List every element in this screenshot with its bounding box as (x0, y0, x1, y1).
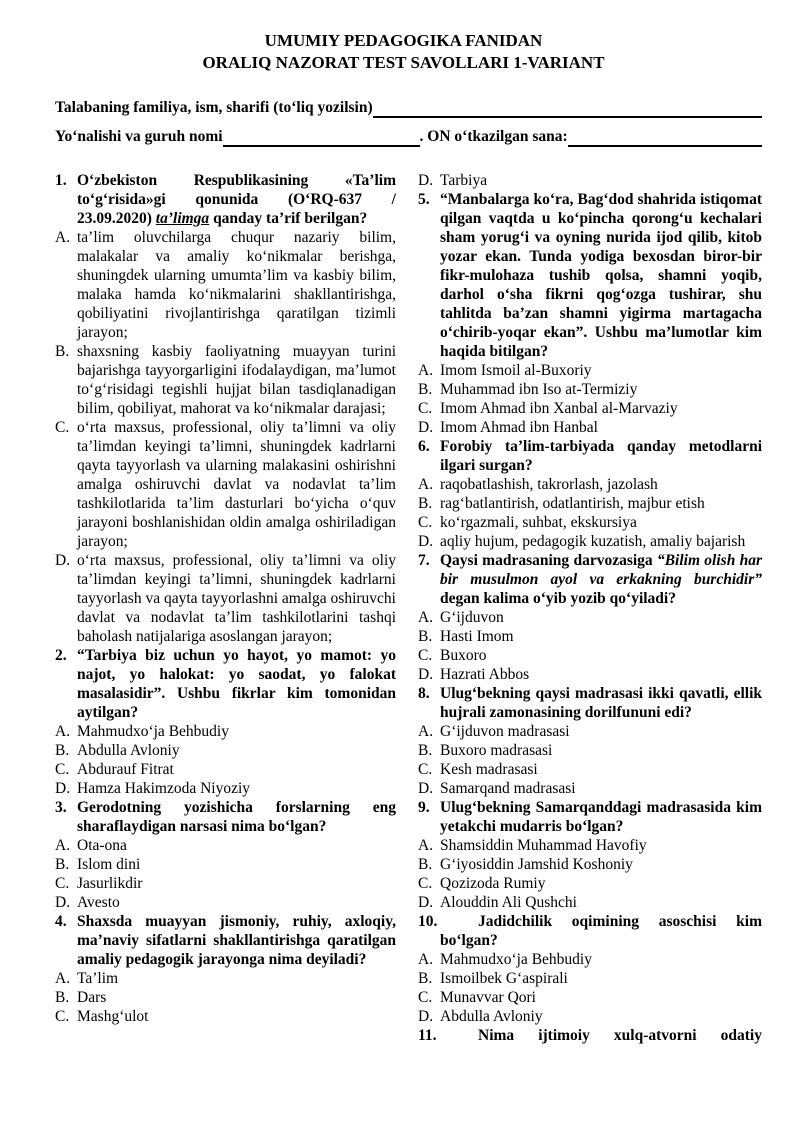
questions-area (55, 171, 762, 1045)
option-letter: C. (418, 761, 433, 778)
option-text: o‘rta maxsus, professional, oliy ta’limni va oliy ta’limdan keyingi ta’limni, shuningdek kadrlarni tayyorlash va qayta tayyorlashni amalga oshiruvchi davlat va nodavlat ta’lim tashkilotlarini tashqi baholash natijalariga asoslangan jarayon; (77, 552, 396, 645)
document-title (45, 30, 762, 73)
question-3-option-d (55, 893, 396, 912)
option-letter: D. (55, 894, 71, 911)
question-text: Nima ijtimoiy xulq-atvorni odatiy (478, 1027, 762, 1044)
question-4-option-a (55, 969, 396, 988)
question-3 (55, 798, 396, 836)
option-text: Shamsiddin Muhammad Havofiy (440, 837, 647, 854)
title-line-1: UMUMIY PEDAGOGIKA FANIDAN (264, 31, 543, 50)
option-text: Jasurlikdir (77, 875, 143, 892)
question-11 (418, 1026, 762, 1045)
question-10-option-b (418, 969, 762, 988)
option-letter: D. (418, 666, 434, 683)
question-5-option-c (418, 399, 762, 418)
question-10-option-c (418, 988, 762, 1007)
option-letter: B. (418, 381, 433, 398)
option-letter: C. (418, 400, 433, 417)
question-6-option-b (418, 494, 762, 513)
option-text: G‘iyosiddin Jamshid Koshoniy (440, 856, 633, 873)
group-label: Yo‘nalishi va guruh nomi (55, 128, 223, 145)
question-6-option-d (418, 532, 762, 551)
question-6-option-a (418, 475, 762, 494)
option-letter: C. (418, 989, 433, 1006)
question-text: Gerodotning yozishicha forslarning eng sharaflaydigan narsasi nima bo‘lgan? (77, 799, 396, 835)
option-text: o‘rta maxsus, professional, oliy ta’limni va oliy ta’limdan keyingi ta’limni, shuningdek kadrlarni qayta tayyorlash va ularning malakasini oshirishni amalga oshiruvchi davlat va nodavlat ta’lim tashkilotlarida ta’lim dasturlari bo‘yicha o‘quv jarayoni boshlanishidan oldin amalga oshiriladigan jarayon; (77, 419, 396, 550)
option-text: Alouddin Ali Qushchi (440, 894, 577, 911)
question-7-option-a (418, 608, 762, 627)
question-7-option-d (418, 665, 762, 684)
text-segment: O‘zbekiston Respublikasining «Ta’lim to‘g‘risida»gi qonunida (O‘RQ-637 / 23.09.2020) (77, 172, 396, 227)
option-text: ko‘rgazmali, suhbat, ekskursiya (440, 514, 637, 531)
option-letter: C. (418, 875, 433, 892)
option-text: Buxoro madrasasi (440, 742, 553, 759)
group-date-line (55, 126, 762, 147)
student-name-label: Talabaning familiya, ism, sharifi (to‘liq yozilsin) (55, 99, 373, 116)
question-9-option-b (418, 855, 762, 874)
question-8-option-d (418, 779, 762, 798)
question-1-option-b (55, 342, 396, 418)
question-1-option-c (55, 418, 396, 551)
option-text: Muhammad ibn Iso at-Termiziy (440, 381, 638, 398)
student-name-blank (373, 97, 762, 118)
question-9-option-d (418, 893, 762, 912)
option-letter: A. (55, 837, 71, 854)
option-text: Hasti Imom (440, 628, 514, 645)
question-number: 3. (55, 799, 67, 816)
date-blank (568, 126, 762, 147)
option-letter: B. (418, 742, 433, 759)
question-4-option-d (418, 171, 762, 190)
option-text: Abdulla Avloniy (440, 1008, 543, 1025)
option-letter: D. (418, 894, 434, 911)
text-segment: qanday ta’rif berilgan? (209, 210, 368, 227)
question-9 (418, 798, 762, 836)
question-2 (55, 646, 396, 722)
option-letter: A. (418, 609, 434, 626)
option-letter: D. (418, 419, 434, 436)
option-letter: A. (55, 229, 71, 246)
student-name-line (55, 97, 762, 118)
option-text: Mahmudxo‘ja Behbudiy (440, 951, 592, 968)
option-letter: A. (418, 951, 434, 968)
option-text: raqobatlashish, takrorlash, jazolash (440, 476, 658, 493)
option-letter: A. (418, 362, 434, 379)
question-5-option-d (418, 418, 762, 437)
question-text: Forobiy ta’lim-tarbiyada qanday metodlarni ilgari surgan? (440, 438, 762, 474)
option-letter: B. (55, 989, 70, 1006)
question-9-option-c (418, 874, 762, 893)
question-number: 11. (418, 1027, 437, 1044)
question-5 (418, 190, 762, 361)
option-text: Imom Ismoil al-Buxoriy (440, 362, 592, 379)
title-line-2: ORALIQ NAZORAT TEST SAVOLLARI 1-VARIANT (202, 52, 605, 72)
option-letter: A. (418, 837, 434, 854)
date-label: . ON o‘tkazilgan sana: (419, 128, 568, 145)
option-letter: C. (55, 761, 70, 778)
text-segment: Qaysi madrasaning darvozasiga (440, 552, 657, 569)
question-10-option-a (418, 950, 762, 969)
question-2-option-b (55, 741, 396, 760)
option-letter: B. (418, 495, 433, 512)
option-text: Imom Ahmad ibn Xanbal al-Marvaziy (440, 400, 678, 417)
question-1-option-a (55, 228, 396, 342)
option-letter: B. (418, 970, 433, 987)
question-number: 4. (55, 913, 67, 930)
question-number: 8. (418, 685, 430, 702)
questions-column-right (418, 171, 762, 1045)
option-text: Munavvar Qori (440, 989, 536, 1006)
question-4-option-b (55, 988, 396, 1007)
question-5-option-a (418, 361, 762, 380)
question-8-option-a (418, 722, 762, 741)
question-number: 1. (55, 172, 67, 189)
question-3-option-b (55, 855, 396, 874)
option-letter: D. (55, 780, 71, 797)
question-9-option-a (418, 836, 762, 855)
question-text (77, 171, 396, 228)
option-letter: B. (55, 856, 70, 873)
question-text: Ulug‘bekning Samarqanddagi madrasasida kim yetakchi mudarris bo‘lgan? (440, 799, 762, 835)
question-number: 2. (55, 647, 67, 664)
option-letter: D. (55, 552, 71, 569)
question-1 (55, 171, 396, 228)
option-text: Islom dini (77, 856, 141, 873)
option-text: Buxoro (440, 647, 487, 664)
question-10-option-d (418, 1007, 762, 1026)
question-4-option-c (55, 1007, 396, 1026)
option-text: Imom Ahmad ibn Hanbal (440, 419, 598, 436)
option-text: Kesh madrasasi (440, 761, 538, 778)
question-7-option-c (418, 646, 762, 665)
option-text: G‘ijduvon (440, 609, 504, 626)
option-text: Mashg‘ulot (77, 1008, 149, 1025)
option-text: ta’lim oluvchilarga chuqur nazariy bilim, malakalar va amaliy ko‘nikmalar berishga, shuningdek ularning umumta’lim va kasbiy bilim, malaka hamda ko‘nikmalarini shakllantirishga, qobiliyatini rivojlantirishga qaratilgan tizimli jarayon; (77, 229, 396, 341)
text-segment: degan kalima o‘yib yozib qo‘yiladi? (440, 590, 676, 607)
question-text: Shaxsda muayyan jismoniy, ruhiy, axloqiy, ma’naviy sifatlarni shakllantirishga qaratilgan amaliy pedagogik jarayonga nima deyiladi? (77, 913, 396, 968)
option-letter: D. (418, 780, 434, 797)
question-number: 5. (418, 191, 430, 208)
option-letter: B. (418, 628, 433, 645)
option-text: Tarbiya (440, 172, 488, 189)
question-text: “Manbalarga ko‘ra, Bag‘dod shahrida istiqomat qilgan vaqtda u ko‘pincha qorong‘u kechalari sham yorug‘i va oyning nurida ijod qilib, kitob yozar ekan. Tunda yodiga bexosdan biror-bir fikr-mulohaza tushib qolsa, shamni yoqib, darhol o‘sha fikrni qog‘ozga tushirar, shu tahlitda ba’zan shamni yigirma martagacha o‘chirib-yoqar ekan”. Ushbu ma’lumotlar kim haqida bitilgan? (440, 191, 762, 360)
option-text: Samarqand madrasasi (440, 780, 576, 797)
option-letter: C. (55, 875, 70, 892)
option-text: Abdulla Avloniy (77, 742, 180, 759)
option-letter: C. (55, 1008, 70, 1025)
question-text: Jadidchilik oqimining asoschisi kim bo‘lgan? (440, 913, 762, 949)
option-text: Mahmudxo‘ja Behbudiy (77, 723, 229, 740)
question-1-option-d (55, 551, 396, 646)
question-text: “Tarbiya biz uchun yo hayot, yo mamot: yo najot, yo halokat: yo saodat, yo falokat masalasidir”. Ushbu fikrlar kim tomonidan aytilgan? (77, 647, 396, 721)
option-text: shaxsning kasbiy faoliyatning muayyan turini bajarishga tayyorgarligini ifodalaydigan, ma’lumot to‘g‘risidagi tegishli hujjat bilan tasdiqlanadigan bilim, qobiliyat, mahorat va ko‘nikmalar darajasi; (77, 343, 396, 417)
option-text: G‘ijduvon madrasasi (440, 723, 570, 740)
question-5-option-b (418, 380, 762, 399)
option-text: Hamza Hakimzoda Niyoziy (77, 780, 251, 797)
option-letter: A. (418, 723, 434, 740)
question-text: Ulug‘bekning qaysi madrasasi ikki qavatli, ellik hujrali zamonasining dorilfununi edi? (440, 685, 762, 721)
question-6-option-c (418, 513, 762, 532)
question-3-option-a (55, 836, 396, 855)
question-4 (55, 912, 396, 969)
question-8-option-c (418, 760, 762, 779)
question-number: 7. (418, 552, 430, 569)
option-letter: C. (418, 514, 433, 531)
option-letter: C. (55, 419, 70, 436)
option-text: Qozizoda Rumiy (440, 875, 546, 892)
question-10 (418, 912, 762, 950)
option-text: Avesto (77, 894, 120, 911)
question-number: 6. (418, 438, 430, 455)
question-text (440, 551, 762, 608)
question-2-option-c (55, 760, 396, 779)
option-letter: A. (418, 476, 434, 493)
option-letter: D. (418, 172, 434, 189)
option-letter: B. (418, 856, 433, 873)
option-text: Dars (77, 989, 107, 1006)
text-segment: ta’limga (155, 210, 210, 227)
option-text: Ota-ona (77, 837, 127, 854)
question-number: 10. (418, 913, 438, 930)
group-blank (223, 126, 420, 147)
question-2-option-a (55, 722, 396, 741)
question-7 (418, 551, 762, 608)
text-segment: “Bilim olish har bir musulmon ayol va erkakning burchidir” (440, 552, 762, 588)
option-letter: D. (418, 533, 434, 550)
option-text: aqliy hujum, pedagogik kuzatish, amaliy bajarish (440, 533, 746, 550)
option-letter: A. (55, 723, 71, 740)
question-8 (418, 684, 762, 722)
option-letter: B. (55, 742, 70, 759)
option-text: Ta’lim (77, 970, 119, 987)
option-text: Hazrati Abbos (440, 666, 530, 683)
option-text: Abdurauf Fitrat (77, 761, 174, 778)
option-letter: A. (55, 970, 71, 987)
question-2-option-d (55, 779, 396, 798)
option-letter: C. (418, 647, 433, 664)
questions-column-left (55, 171, 396, 1045)
question-8-option-b (418, 741, 762, 760)
option-letter: D. (418, 1008, 434, 1025)
option-text: rag‘batlantirish, odatlantirish, majbur etish (440, 495, 705, 512)
question-number: 9. (418, 799, 430, 816)
option-letter: B. (55, 343, 70, 360)
option-text: Ismoilbek G‘aspirali (440, 970, 568, 987)
question-3-option-c (55, 874, 396, 893)
question-6 (418, 437, 762, 475)
question-7-option-b (418, 627, 762, 646)
